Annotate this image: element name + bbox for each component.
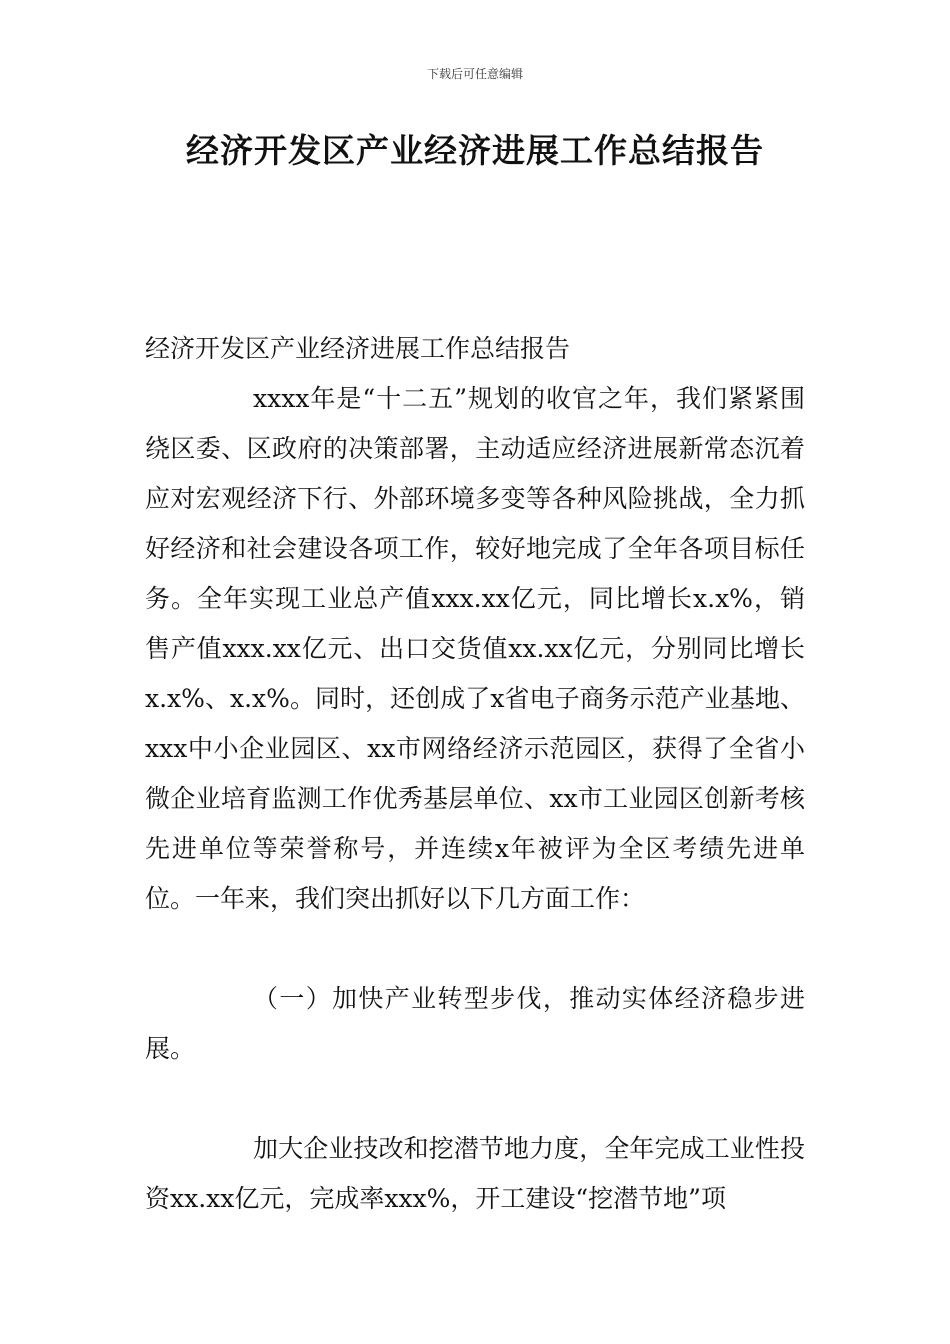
document-subtitle: 经济开发区产业经济进展工作总结报告 bbox=[145, 334, 571, 363]
section-heading-1: （一）加快产业转型步伐，推动实体经济稳步进展。 bbox=[145, 984, 805, 1063]
document-body bbox=[145, 324, 805, 1224]
paragraph-investment: 加大企业技改和挖潜节地力度，全年完成工业性投资xx.xx亿元，完成率xxx%，开工建设“挖潜节地”项 bbox=[145, 1134, 805, 1213]
header-note: 下载后可任意编辑 bbox=[426, 67, 523, 81]
paragraph-intro: xxxx年是“十二五”规划的收官之年，我们紧紧围绕区委、区政府的决策部署，主动适应经济进展新常态沉着应对宏观经济下行、外部环境多变等各种风险挑战，全力抓好经济和社会建设各项工作，较好地完成了全年各项目标任务。全年实现工业总产值xxx.xx亿元，同比增长x.x%，销售产值xxx.xx亿元、出口交货值xx.xx亿元，分别同比增长x.x%、x.x%。同时，还创成了x省电子商务示范产业基地、xxx中小企业园区、xx市网络经济示范园区，获得了全省小微企业培育监测工作优秀基层单位、xx市工业园区创新考核先进单位等荣誉称号，并连续x年被评为全区考绩先进单位。一年来，我们突出抓好以下几方面工作： bbox=[145, 384, 805, 913]
document-title: 经济开发区产业经济进展工作总结报告 bbox=[186, 131, 764, 170]
